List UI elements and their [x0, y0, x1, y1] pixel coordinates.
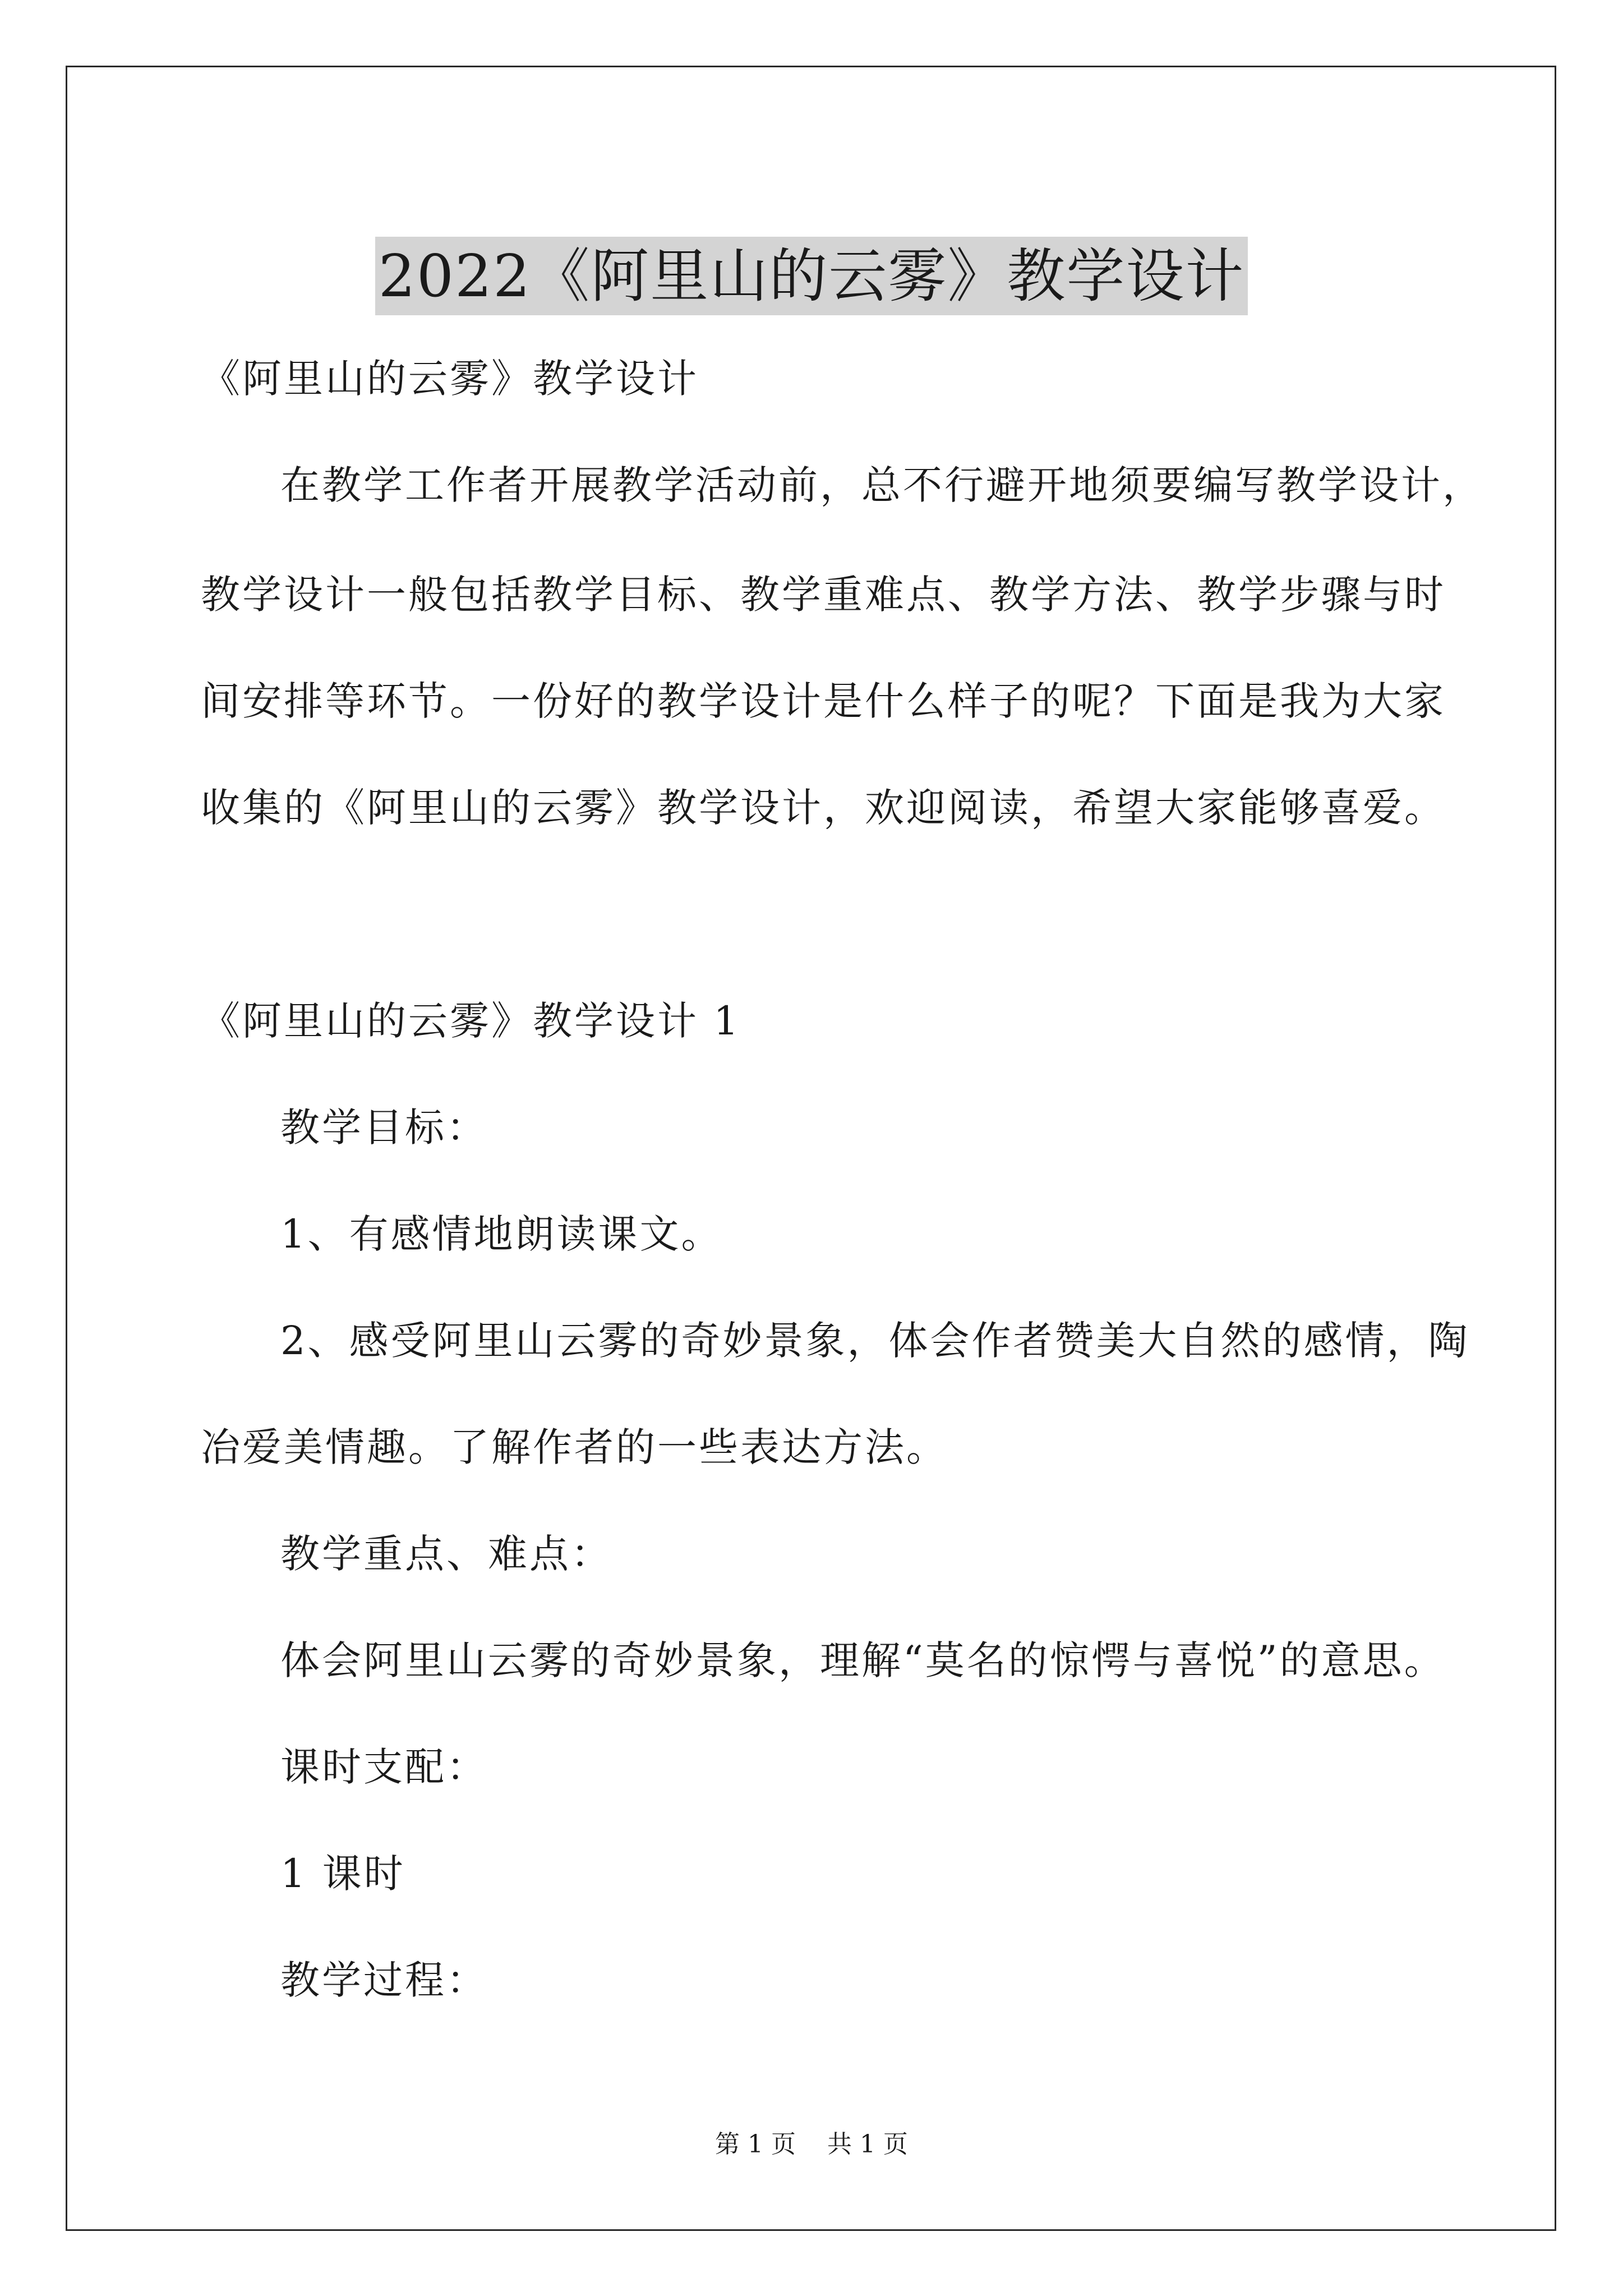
section-heading: 《阿里山的云雾》教学设计 1: [201, 998, 741, 1044]
goals-label: 教学目标：: [280, 1105, 488, 1151]
intro-line-1: 在教学工作者开展教学活动前，总不行避开地须要编写教学设计，: [280, 462, 1484, 508]
class-hours-value: 1 课时: [280, 1851, 405, 1897]
key-points-label: 教学重点、难点：: [280, 1531, 612, 1577]
process-label: 教学过程：: [280, 1957, 488, 2003]
intro-line-3: 间安排等环节。一份好的教学设计是什么样子的呢？下面是我为大家: [201, 678, 1446, 724]
intro-line-2: 教学设计一般包括教学目标、教学重难点、教学方法、教学步骤与时: [201, 572, 1446, 618]
goal-2-line-2: 冶爱美情趣。了解作者的一些表达方法。: [201, 1424, 948, 1470]
key-points-text: 体会阿里山云雾的奇妙景象，理解“莫名的惊愕与喜悦”的意思。: [280, 1637, 1446, 1683]
page-footer: 第 1 页 共 1 页: [715, 2130, 908, 2159]
document-title: 2022《阿里山的云雾》教学设计: [375, 237, 1248, 315]
intro-line-4: 收集的《阿里山的云雾》教学设计，欢迎阅读，希望大家能够喜爱。: [201, 785, 1446, 831]
goal-1: 1、有感情地朗读课文。: [280, 1211, 723, 1257]
title-container: [0, 197, 1623, 354]
subtitle: 《阿里山的云雾》教学设计: [201, 356, 699, 402]
goal-2-line-1: 2、感受阿里山云雾的奇妙景象，体会作者赞美大自然的感情，陶: [280, 1318, 1470, 1364]
class-hours-label: 课时支配：: [280, 1744, 488, 1790]
